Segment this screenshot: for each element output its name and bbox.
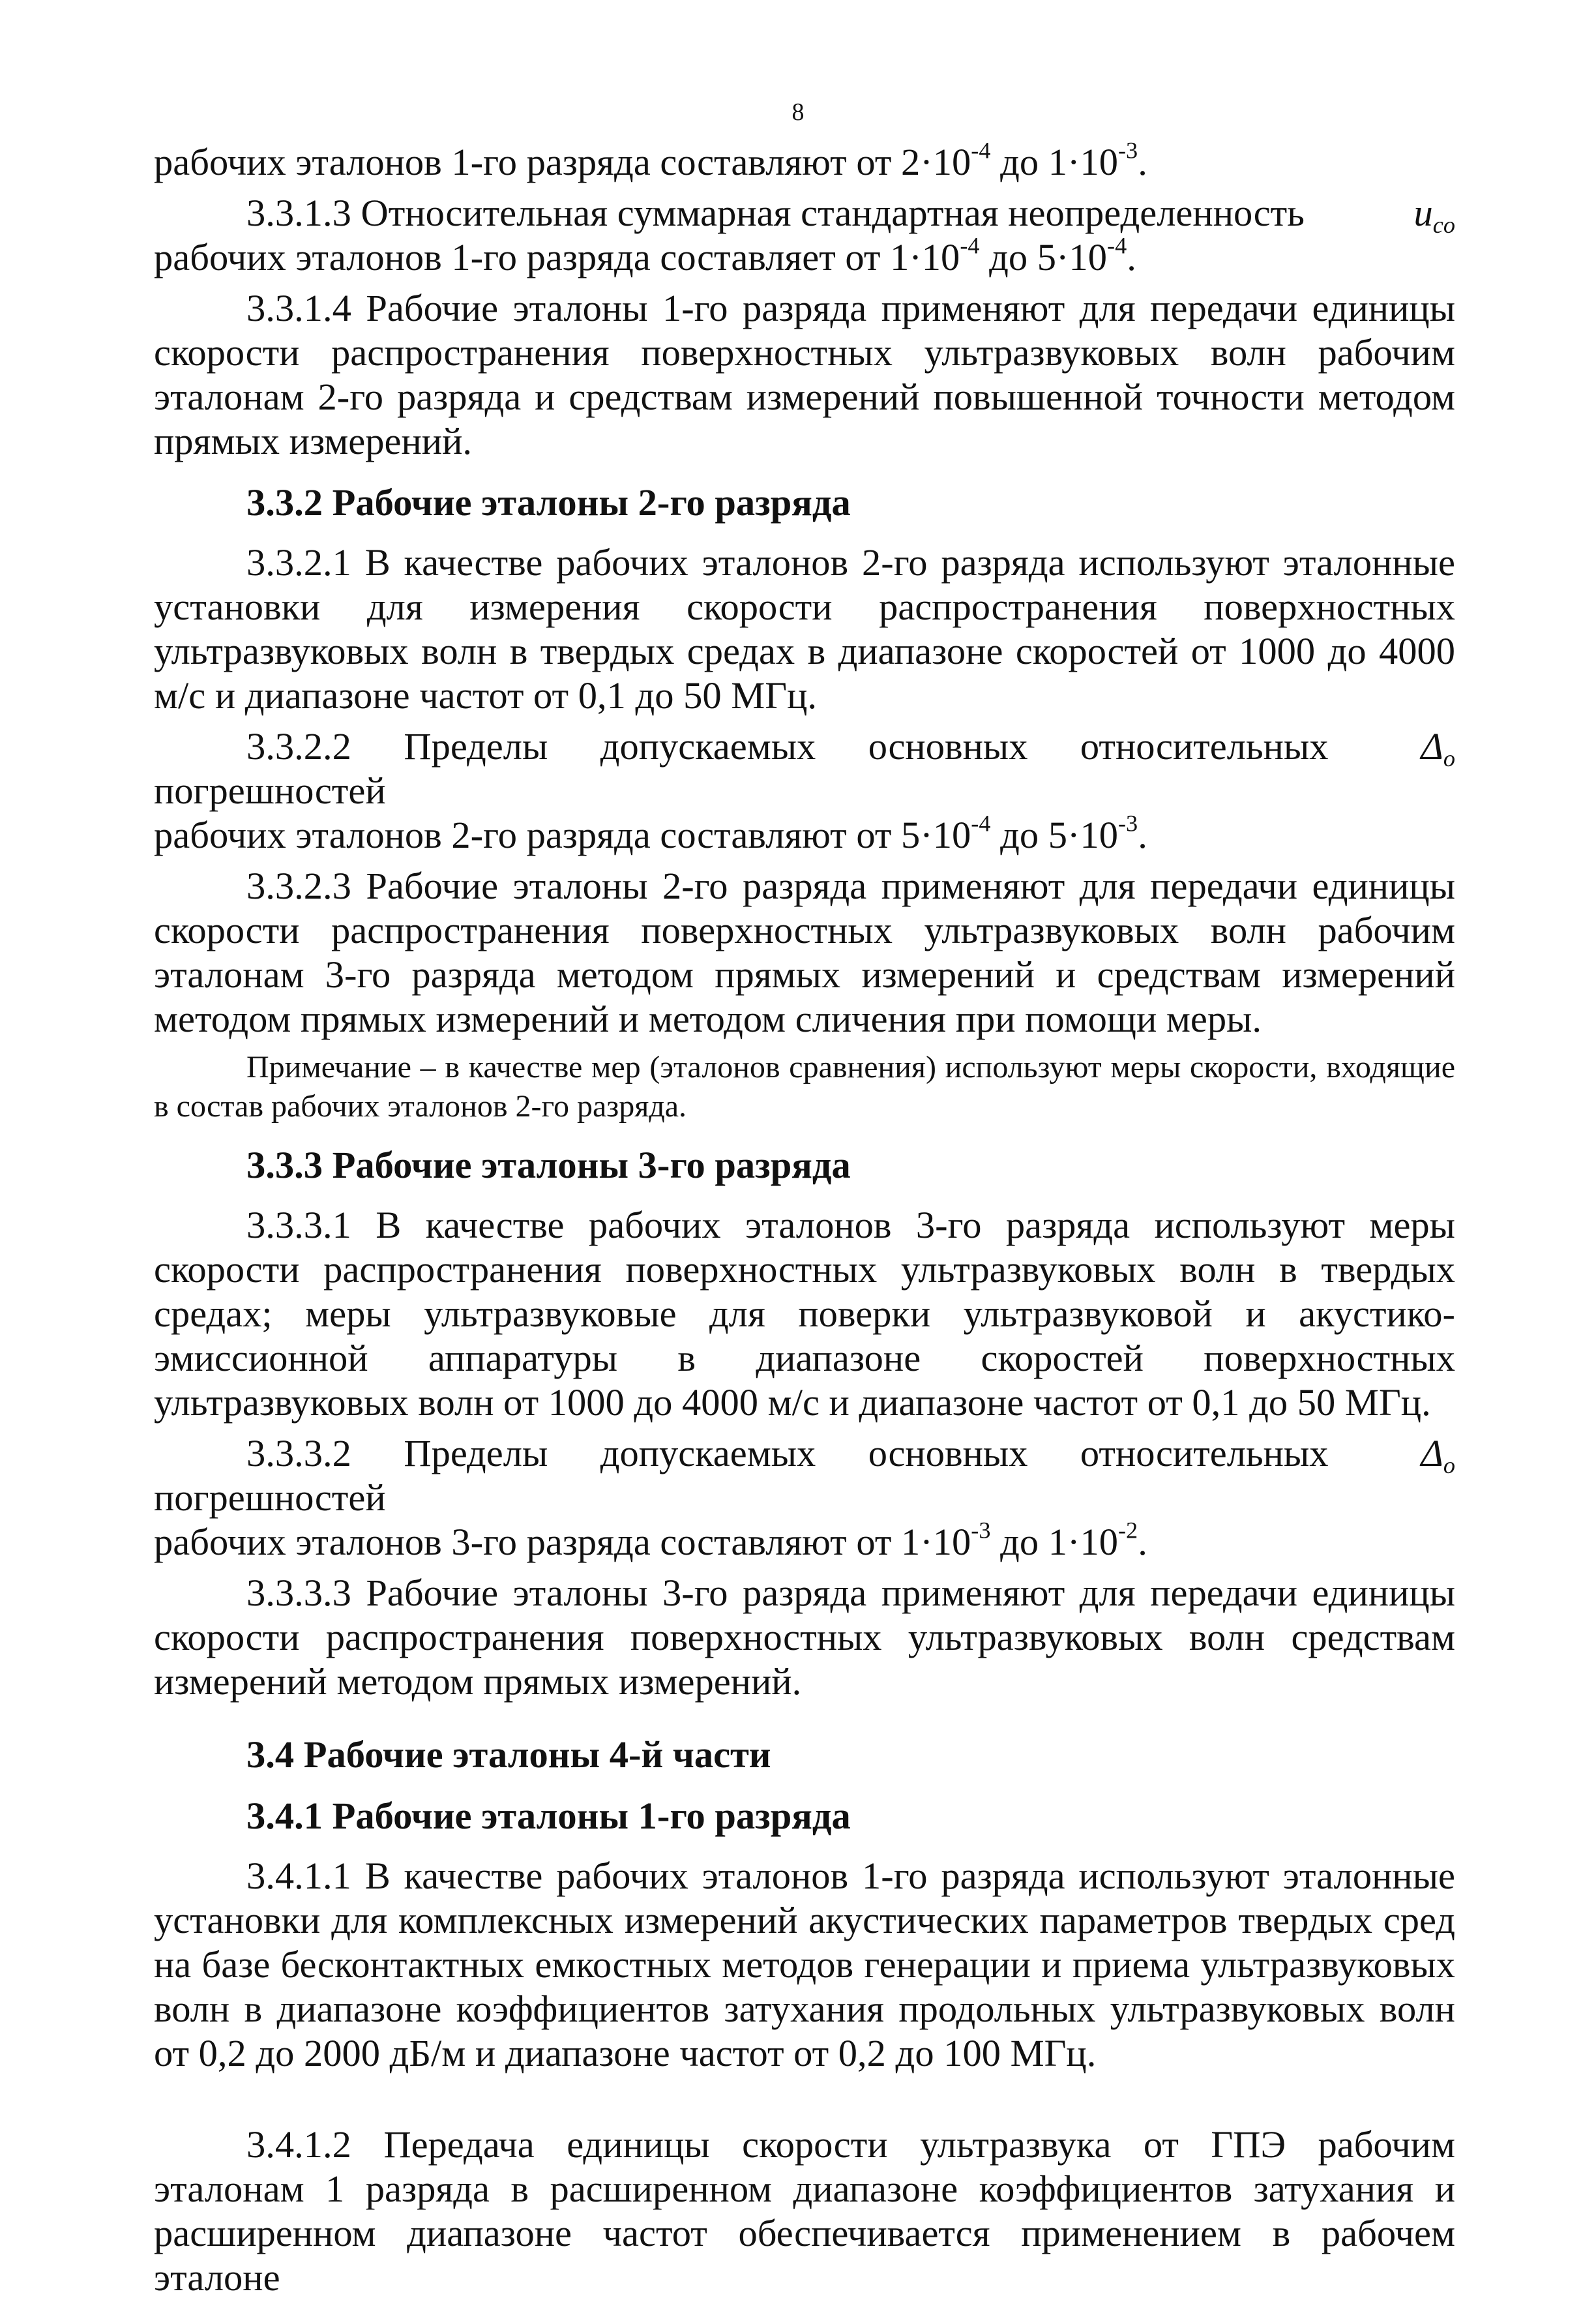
uncertainty-symbol: $u_{co}$ [1413, 192, 1455, 238]
paragraph-3-4-1-1: 3.4.1.1 В качестве рабочих эталонов 1-го разряда используют эталонные установки для комплексных измерений акустических параметров твердых сред на базе бесконтактных емкостных методов генерации и приема ультразвуковых волн в диапазоне коэффициентов затухания продольных ультразвуковых волн от 0,2 до 2000 дБ/м и диапазоне частот от 0,2 до 100 МГц. [154, 1855, 1455, 2074]
paragraph-continuation: рабочих эталонов 1-го разряда составляют от $2\cdot 10^{-4}$ до $1\cdot 10^{-3}$. [154, 137, 1147, 183]
page-number: 8 [791, 98, 805, 126]
heading-3-3-3: 3.3.3 Рабочие эталоны 3-го разряда [246, 1144, 851, 1186]
note-3-3-2: Примечание – в качестве мер (эталонов сравнения) используют меры скорости, входящие в состав рабочих эталонов 2-го разряда. [154, 1050, 1455, 1124]
paragraph-3-4-1-2: 3.4.1.2 Передача единицы скорости ультразвука от ГПЭ рабочим эталонам 1 разряда в расширенном диапазоне коэффициентов затухания и расширенном диапазоне частот обеспечивается применением в рабочем эталоне [154, 2123, 1455, 2299]
paragraph-3-3-2-2: $\Delta_o$ 3.3.2.2 Пределы допускаемых основных относительных погрешностей рабочих эталонов 2-го разряда составляют от $5\cdot 10^{-4}$ до $5\cdot 10^{-3}$. [154, 725, 1455, 856]
heading-3-4: 3.4 Рабочие эталоны 4-й части [246, 1733, 771, 1776]
paragraph-3-3-2-3: 3.3.2.3 Рабочие эталоны 2-го разряда применяют для передачи единицы скорости распространения поверхностных ультразвуковых волн рабочим эталонам 3-го разряда методом прямых измерений и средствам измерений методом прямых измерений и методом сличения при помощи меры. [154, 865, 1455, 1040]
delta-symbol: $\Delta_o$ [1421, 725, 1455, 771]
paragraph-3-3-1-3: $u_{co}$ 3.3.1.3 Относительная суммарная стандартная неопределенность рабочих эталонов 1-го разряда составляет от $1\cdot 10^{-4}$ до $5\cdot 10^{-4}$. [154, 192, 1455, 278]
heading-3-3-2: 3.3.2 Рабочие эталоны 2-го разряда [246, 481, 851, 524]
paragraph-3-3-3-2: $\Delta_o$ 3.3.3.2 Пределы допускаемых основных относительных погрешностей рабочих эталонов 3-го разряда составляют от $1\cdot 10^{-3}$ до $1\cdot 10^{-2}$. [154, 1432, 1455, 1563]
paragraph-3-3-1-4: 3.3.1.4 Рабочие эталоны 1-го разряда применяют для передачи единицы скорости распространения поверхностных ультразвуковых волн рабочим эталонам 2-го разряда и средствам измерений повышенной точности методом прямых измерений. [154, 287, 1455, 462]
document-body [154, 137, 1455, 2300]
delta-symbol: $\Delta_o$ [1421, 1432, 1455, 1478]
paragraph-3-3-2-1: 3.3.2.1 В качестве рабочих эталонов 2-го разряда используют эталонные установки для измерения скорости распространения поверхностных ультразвуковых волн в твердых средах в диапазоне скоростей от 1000 до 4000 м/с и диапазоне частот от 0,1 до 50 МГц. [154, 541, 1455, 717]
paragraph-3-3-3-1: 3.3.3.1 В качестве рабочих эталонов 3-го разряда используют меры скорости распространения поверхностных ультразвуковых волн в твердых средах; меры ультразвуковые для поверки ультразвуковой и акустико-эмиссионной аппаратуры в диапазоне скоростей поверхностных ультразвуковых волн от 1000 до 4000 м/с и диапазоне частот от 0,1 до 50 МГц. [154, 1204, 1455, 1424]
paragraph-3-3-3-3: 3.3.3.3 Рабочие эталоны 3-го разряда применяют для передачи единицы скорости распространения поверхностных ультразвуковых волн средствам измерений методом прямых измерений. [154, 1572, 1455, 1703]
heading-3-4-1: 3.4.1 Рабочие эталоны 1-го разряда [246, 1795, 851, 1837]
